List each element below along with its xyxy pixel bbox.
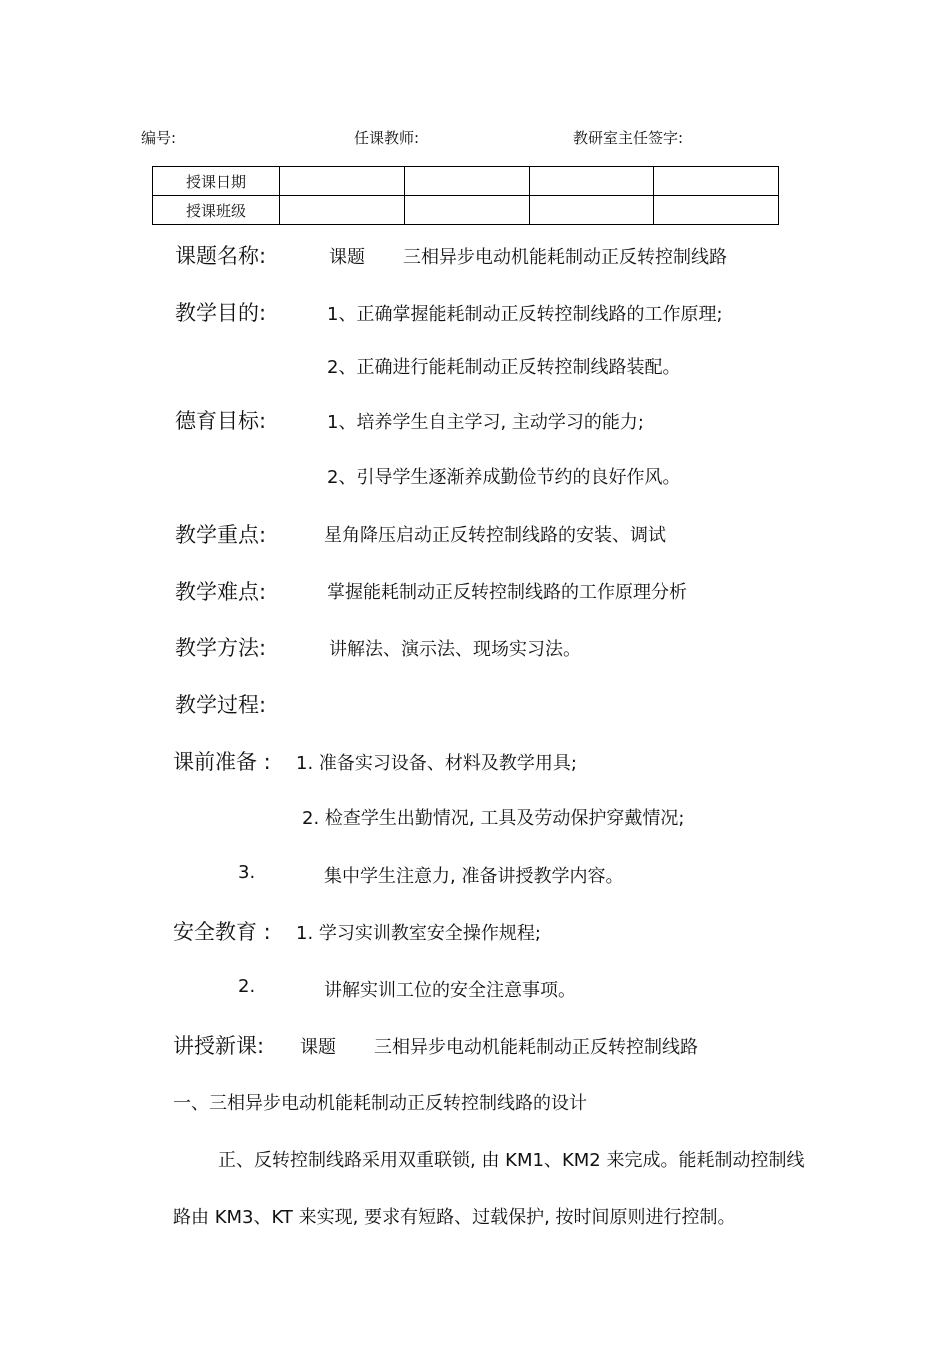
methods-value: 讲解法、演示法、现场实习法。 — [329, 639, 581, 660]
objective-item: 2、正确进行能耗制动正反转控制线路装配。 — [327, 357, 681, 378]
table-row-label: 授课班级 — [153, 196, 280, 225]
process-label: 教学过程: — [175, 693, 267, 717]
table-cell — [654, 196, 779, 225]
topic-prefix: 课题 — [329, 247, 365, 268]
director-signature-label: 教研室主任签字: — [573, 129, 684, 147]
new-lesson-value: 三相异步电动机能耗制动正反转控制线路 — [374, 1037, 698, 1058]
teacher-label: 任课教师: — [354, 129, 420, 147]
difficulties-label: 教学难点: — [175, 580, 267, 604]
moral-goals-label: 德育目标: — [175, 409, 267, 433]
table-row — [153, 167, 779, 196]
objectives-label: 教学目的: — [175, 301, 267, 325]
number-label: 编号: — [141, 129, 177, 147]
topic-label: 课题名称: — [175, 244, 267, 268]
preparation-item: 1. 准备实习设备、材料及教学用具; — [296, 753, 577, 774]
safety-item: 1. 学习实训教室安全操作规程; — [296, 923, 541, 944]
table-row — [153, 196, 779, 225]
table-cell — [280, 167, 405, 196]
new-lesson-label: 讲授新课: — [173, 1034, 265, 1058]
info-table — [152, 166, 779, 225]
safety-item-number: 2. — [238, 976, 256, 997]
table-cell — [280, 196, 405, 225]
table-cell — [404, 167, 529, 196]
table-cell — [529, 196, 654, 225]
safety-label: 安全教育 : — [173, 920, 271, 944]
methods-label: 教学方法: — [175, 636, 267, 660]
key-points-label: 教学重点: — [175, 523, 267, 547]
chapter-heading: 一、三相异步电动机能耗制动正反转控制线路的设计 — [173, 1093, 587, 1114]
preparation-label: 课前准备 : — [173, 750, 271, 774]
key-points-value: 星角降压启动正反转控制线路的安装、调试 — [324, 525, 666, 546]
table-cell — [654, 167, 779, 196]
preparation-item-number: 3. — [238, 862, 256, 883]
preparation-item: 2. 检查学生出勤情况, 工具及劳动保护穿戴情况; — [302, 808, 685, 829]
paragraph-line: 路由 KM3、KT 来实现, 要求有短路、过载保护, 按时间原则进行控制。 — [173, 1207, 736, 1228]
objective-item: 1、正确掌握能耗制动正反转控制线路的工作原理; — [327, 304, 723, 325]
table-cell — [529, 167, 654, 196]
table-cell — [404, 196, 529, 225]
moral-goal-item: 1、培养学生自主学习, 主动学习的能力; — [327, 412, 644, 433]
safety-item: 讲解实训工位的安全注意事项。 — [324, 980, 576, 1001]
paragraph-line: 正、反转控制线路采用双重联锁, 由 KM1、KM2 来完成。能耗制动控制线 — [218, 1150, 805, 1171]
difficulties-value: 掌握能耗制动正反转控制线路的工作原理分析 — [327, 582, 687, 603]
table-row-label: 授课日期 — [153, 167, 280, 196]
preparation-item: 集中学生注意力, 准备讲授教学内容。 — [324, 866, 624, 887]
topic-value: 三相异步电动机能耗制动正反转控制线路 — [403, 247, 727, 268]
moral-goal-item: 2、引导学生逐渐养成勤俭节约的良好作风。 — [327, 467, 681, 488]
new-lesson-prefix: 课题 — [300, 1037, 336, 1058]
